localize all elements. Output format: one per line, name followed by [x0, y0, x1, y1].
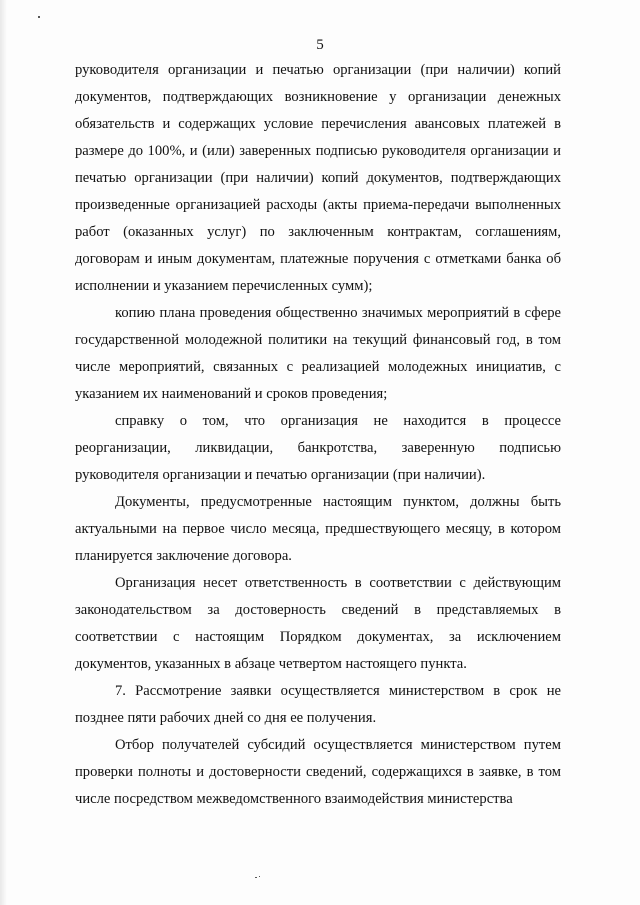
paragraph-responsibility: Организация несет ответственность в соответствии с действующим законодательством за достоверность сведений в представляемых в соответствии с настоящим Порядком документах, за исключением документов, указанных в абзаце четвертом настоящего пункта. — [75, 575, 561, 672]
paragraph-item-7: 7. Рассмотрение заявки осуществляется министерством в срок не позднее пяти рабочих дней со дня ее получения. — [75, 683, 561, 726]
paragraph-continuation: руководителя организации и печатью организации (при наличии) копий документов, подтверждающих возникновение у организации денежных обязательств и содержащих условие перечисления авансовых платежей в размере до 100%, и (или) заверенных подписью руководителя организации и печатью организации (при наличии) копий документов, подтверждающих произведенные организацией расходы (акты приема-передачи выполненных работ (оказанных услуг) по заключенным контрактам, соглашениям, договорам и иным документам, платежные поручения с отметками банка об исполнении и указанием перечисленных сумм); — [75, 62, 561, 294]
paragraph-certificate: справку о том, что организация не находится в процессе реорганизации, ликвидации, банкротства, заверенную подписью руководителя организации и печатью организации (при наличии). — [75, 413, 561, 483]
scan-speck — [38, 16, 40, 18]
scan-speck — [255, 877, 257, 878]
page-number: 5 — [316, 37, 324, 53]
paragraph-plan-copy: копию плана проведения общественно значимых мероприятий в сфере государственной молодежной политики на текущий финансовый год, в том числе мероприятий, связанных с реализацией молодежных инициатив, с указанием их наименований и сроков проведения; — [75, 305, 561, 402]
scan-edge-shadow — [0, 0, 7, 905]
scan-speck — [259, 876, 260, 877]
paragraph-documents-actuality: Документы, предусмотренные настоящим пунктом, должны быть актуальными на первое число месяца, предшествующего месяцу, в котором планируется заключение договора. — [75, 494, 561, 564]
document-body — [75, 57, 561, 813]
paragraph-selection: Отбор получателей субсидий осуществляется министерством путем проверки полноты и достоверности сведений, содержащихся в заявке, в том числе посредством межведомственного взаимодействия министерства — [75, 737, 561, 807]
